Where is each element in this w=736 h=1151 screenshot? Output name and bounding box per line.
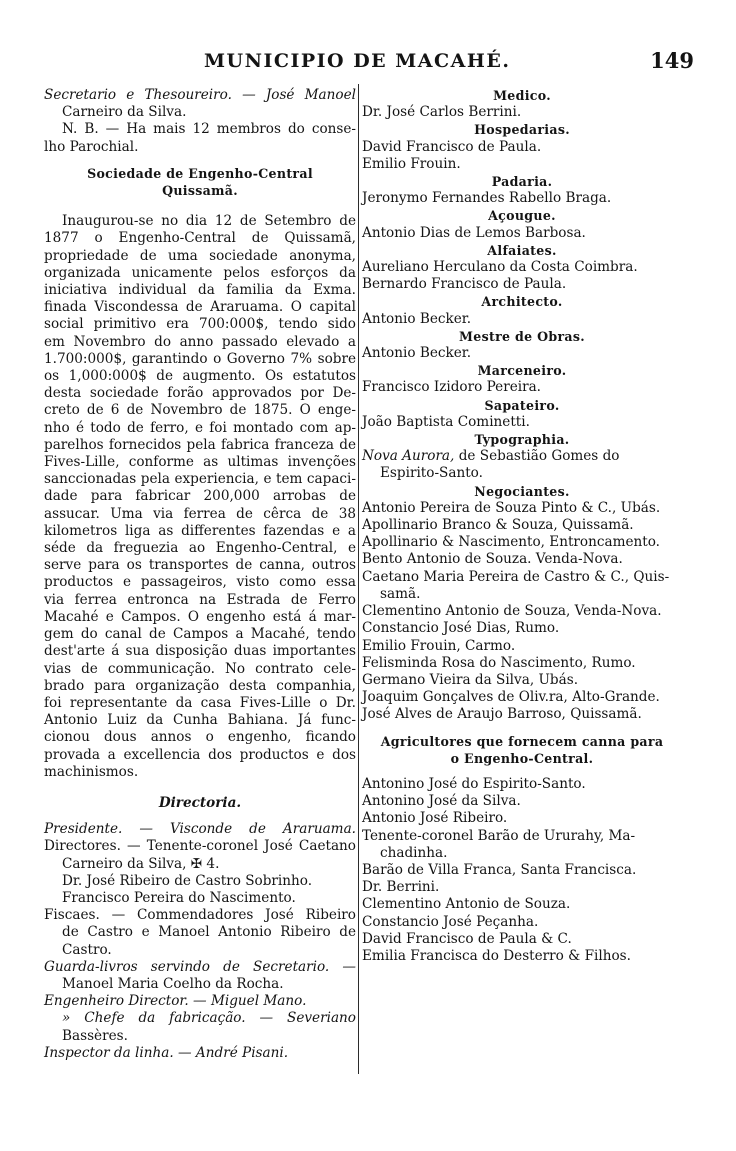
list-item: Aureliano Herculano da Costa Coimbra. [362,259,638,276]
newspaper-name: Nova Aurora, [362,448,455,465]
note-line: N. B. — Ha mais 12 membros do conse- [62,121,356,138]
list-item: David Francisco de Paula. [362,138,542,155]
section-title-engenho: Sociedade de Engenho-Central [87,165,313,181]
section-title-architecto: Architecto. [481,294,563,310]
directoria-engineer: Engenheiro Director. — Miguel Mano. [44,993,307,1010]
list-item: Barão de Villa Franca, Santa Francisca. [362,861,637,878]
paragraph-line: finada Viscondessa de Araruama. O capital [44,299,356,316]
directoria-inspector: Inspector da linha. — André Pisani. [44,1044,289,1061]
list-item: Antonio Becker. [362,345,472,362]
paragraph-line: Antonio Luiz da Cunha Bahiana. Já func- [44,712,356,729]
paragraph-line: provada a excellencia dos productos e dos [44,746,356,763]
left-column [44,87,356,1062]
directoria-fiscaes-cont-2: Castro. [62,941,112,958]
paragraph-line: em Novembro do anno passado elevado a [44,333,356,350]
directoria-bookkeeper: Guarda-livros servindo de Secretario. — [44,958,356,975]
section-title-typographia: Typographia. [474,432,570,448]
section-title-acougue: Açougue. [488,208,556,224]
section-title-agricultores: Agricultores que fornecem canna para [380,733,664,749]
list-item: Emilio Frouin. [362,155,461,172]
list-item: Clementino Antonio de Souza, Venda-Nova. [362,603,662,620]
paragraph-line: via ferrea entronca na Estrada de Ferro [44,591,356,608]
paragraph-line: séde da freguezia ao Engenho-Central, e [44,540,356,557]
newspaper-owner: de Sebastião Gomes do [458,448,620,465]
engenho-paragraph [44,213,356,781]
list-item: Dr. Berrini. [362,879,440,896]
paragraph-line: kilometros liga as differentes fazendas e a [44,522,356,539]
secretary-line: Secretario e Thesoureiro. — José Manoel [44,87,356,103]
paragraph-line: parelhos fornecidos pela fabrica franceza de [44,436,356,453]
list-item: Emilia Francisca do Desterro & Filhos. [362,947,631,964]
list-item: Antonino José do Espirito-Santo. [362,775,586,792]
list-item: Antonio Pereira de Souza Pinto & C., Ubás. [362,499,661,516]
list-item: Germano Vieira da Silva, Ubás. [362,671,579,688]
directoria-directors-cont: Carneiro da Silva, ✠ 4. [62,855,220,872]
running-title: MUNICIPIO DE MACAHÉ. [204,50,511,72]
list-item: Felisminda Rosa do Nascimento, Rumo. [362,654,636,671]
list-item: David Francisco de Paula & C. [362,930,572,947]
paragraph-line: organizada unicamente pelos esforços da [44,264,356,281]
list-item: Caetano Maria Pereira de Castro & C., Quis- [362,568,670,585]
directoria-fiscaes-cont: de Castro e Manoel Antonio Ribeiro de [62,924,356,941]
list-item: João Baptista Cominetti. [362,413,530,430]
list-item: samã. [380,585,421,602]
list-item: Jeronymo Fernandes Rabello Braga. [362,190,612,207]
section-title-agricultores-cont: o Engenho-Central. [450,750,594,766]
section-title-sapateiro: Sapateiro. [484,397,560,413]
paragraph-line: desta sociedade forão approvados por De- [44,385,356,402]
directoria-director-3: Francisco Pereira do Nascimento. [62,889,296,906]
directoria-directors: Directores. — Tenente-coronel José Caetano [44,838,356,855]
list-item: Constancio José Peçanha. [362,913,539,930]
list-item: Antonio Becker. [362,310,472,327]
paragraph-line: assucar. Uma via ferrea de cêrca de 38 [44,505,356,522]
page-number: 149 [650,48,694,73]
paragraph-line: os 1,000:000$ de augmento. Os estatutos [44,368,356,385]
list-item: Antonino José da Silva. [362,793,521,810]
list-item: Tenente-coronel Barão de Ururahy, Ma- [362,827,636,844]
list-item: chadinha. [380,844,448,861]
column-divider [358,84,359,1074]
right-column [362,87,682,965]
list-item: Dr. José Carlos Berrini. [362,104,522,121]
paragraph-line: productos e passageiros, visto como essa [44,574,356,591]
list-item: Bernardo Francisco de Paula. [362,276,567,293]
directoria-title: Directoria. [158,794,242,811]
list-item [362,448,682,465]
paragraph-line: creto de 6 de Novembro de 1875. O enge- [44,402,356,419]
paragraph-line: Inaugurou-se no dia 12 de Setembro de [62,213,356,230]
paragraph-line: Macahé e Campos. O engenho está á mar- [44,608,356,625]
paragraph-line: gem do canal de Campos a Macahé, tendo [44,626,356,643]
section-title-hospedarias: Hospedarias. [474,122,570,138]
list-item: Clementino Antonio de Souza. [362,896,571,913]
directoria-bookkeeper-cont: Manoel Maria Coelho da Rocha. [62,975,284,992]
paragraph-line: sanccionadas pela experiencia, e tem capaci- [44,471,356,488]
list-item: Apollinario & Nascimento, Entroncamento. [362,534,661,551]
section-title-marceneiro: Marceneiro. [477,363,567,379]
directoria-fiscaes: Fiscaes. — Commendadores José Ribeiro [44,907,356,924]
page-header [44,50,694,76]
list-item: Constancio José Dias, Rumo. [362,620,560,637]
paragraph-line: social primitivo era 700:000$, tendo sido [44,316,356,333]
paragraph-line: Fives-Lille, conforme as ultimas invenções [44,454,356,471]
paragraph-line: cionou dous annos o engenho, ficando [44,729,356,746]
paragraph-line: dade para fabricar 200,000 arrobas de [44,488,356,505]
paragraph-line: brado para organização desta companhia, [44,677,356,694]
section-title-alfaiates: Alfaiates. [487,242,557,258]
list-item: Antonio Dias de Lemos Barbosa. [362,224,586,241]
directoria-factory-chief-cont: Bassères. [62,1027,128,1044]
note-line-cont: lho Parochial. [44,138,139,155]
paragraph-line: 1877 o Engenho-Central de Quissamã, [44,230,356,247]
paragraph-line: foi representante da casa Fives-Lille o Dr. [44,694,356,711]
list-item: Emilio Frouin, Carmo. [362,637,516,654]
paragraph-line: nho é todo de ferro, e foi montado com ap- [44,419,356,436]
list-item: Antonio José Ribeiro. [362,810,508,827]
list-item: Joaquim Gonçalves de Oliv.ra, Alto-Grande. [362,689,660,706]
paragraph-line: vias de communicação. No contrato cele- [44,660,356,677]
paragraph-line: dest'arte á sua disposição duas importantes [44,643,356,660]
section-title-engenho-cont: Quissamã. [162,183,238,199]
directoria-factory-chief: » Chefe da fabricação. — Severiano [62,1010,356,1027]
paragraph-line: iniciativa individual da familia da Exma. [44,282,356,299]
list-item: Espirito-Santo. [380,465,483,482]
paragraph-line: 1.700:000$, garantindo o Governo 7% sobre [44,350,356,367]
section-title-padaria: Padaria. [491,174,553,190]
list-item: Francisco Izidoro Pereira. [362,379,542,396]
directoria-president: Presidente. — Visconde de Araruama. [44,821,356,838]
directoria-director-2: Dr. José Ribeiro de Castro Sobrinho. [62,872,313,889]
paragraph-line: machinismos. [44,763,139,780]
section-title-negociantes: Negociantes. [474,483,570,499]
list-item: Bento Antonio de Souza. Venda-Nova. [362,551,623,568]
paragraph-line: propriedade de uma sociedade anonyma, [44,247,356,264]
list-item: José Alves de Araujo Barroso, Quissamã. [362,706,642,723]
section-title-medico: Medico. [493,88,551,103]
section-title-mestre-de-obras: Mestre de Obras. [459,328,585,344]
secretary-name-cont: Carneiro da Silva. [62,104,187,121]
list-item: Apollinario Branco & Souza, Quissamã. [362,517,634,534]
paragraph-line: serve para os transportes de canna, outros [44,557,356,574]
